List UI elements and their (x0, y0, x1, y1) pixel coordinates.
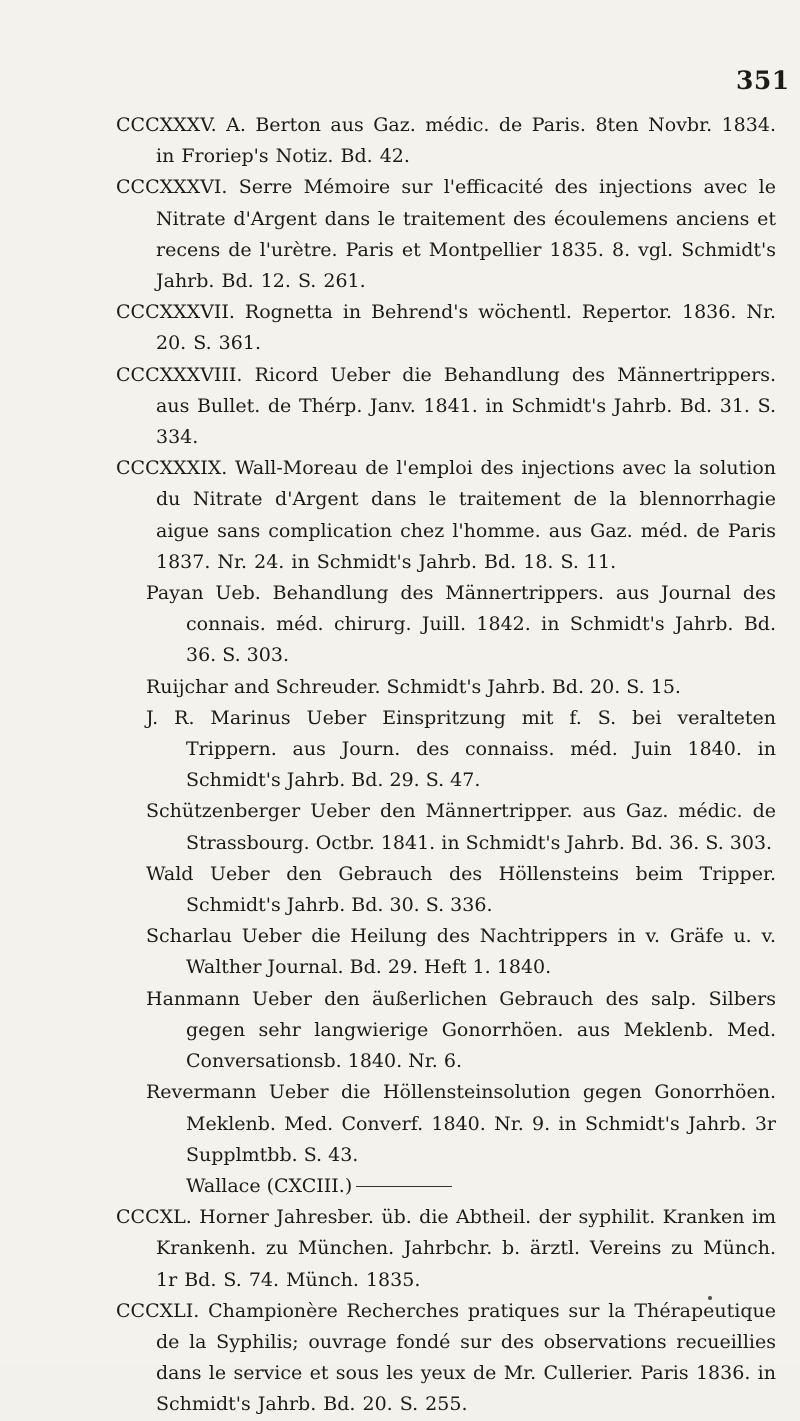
bibliography-entry: CCCXXXVII. Rognetta in Behrend's wöchentl. Repertor. 1836. Nr. 20. S. 361. (116, 301, 776, 355)
cross-reference-text: Wallace (CXCIII.) (186, 1174, 353, 1197)
bibliography-entry: CCCXXXIX. Wall-Moreau de l'emploi des injections avec la solution du Nitrate d'Argent dans le traitement de la blennorrhagie aigue sans complication chez l'homme. aus Gaz. méd. de Paris 1837. Nr. 24. in Schmidt's Jahrb. Bd. 18. S. 11. (116, 457, 776, 573)
sub-reference-entry: Payan Ueb. Behandlung des Männertrippers. aus Journal des connais. méd. chirurg. Juill. 1842. in Schmidt's Jahrb. Bd. 36. S. 303. (146, 582, 776, 667)
sub-reference-entry: J. R. Marinus Ueber Einspritzung mit f. S. bei veralteten Trippern. aus Journ. des connaiss. méd. Juin 1840. in Schmidt's Jahrb. Bd. 29. S. 47. (146, 706, 776, 792)
sub-reference-entry: Scharlau Ueber die Heilung des Nachtrippers in v. Gräfe u. v. Walther Journal. Bd. 29. Heft 1. 1840. (146, 925, 776, 979)
sub-reference-entry: Hanmann Ueber den äußerlichen Gebrauch des salp. Silbers gegen sehr langwierige Gonorrhöen. aus Meklenb. Med. Conversationsb. 1840. Nr. 6. (146, 987, 776, 1073)
bibliography-entry: CCCXLI. Championère Recherches pratiques sur la Thérapeutique de la Syphilis; ouvrage fondé sur des observations recueillies dans le service et sous les yeux de Mr. Cullerier. Paris 1836. in Schmidt's Jahrb. Bd. 20. S. 255. (116, 1299, 776, 1416)
bibliography-entry: CCCXL. Horner Jahresber. üb. die Abtheil. der syphilit. Kranken im Krankenh. zu München. Jahrbchr. b. ärztl. Vereins zu Münch. 1r Bd. S. 74. Münch. 1835. (116, 1206, 776, 1291)
divider-rule (356, 1186, 452, 1187)
bibliography-entry: CCCXXXVI. Serre Mémoire sur l'efficacité des injections avec le Nitrate d'Argent dans le traitement des écoulemens anciens et recens de l'urètre. Paris et Montpellier 1835. 8. vgl. Schmidt's Jahrb. Bd. 12. S. 261. (116, 176, 776, 293)
bibliography-entry: CCCXXXVIII. Ricord Ueber die Behandlung des Männertrippers. aus Bullet. de Thérp. Janv. 1841. in Schmidt's Jahrb. Bd. 31. S. 334. (116, 363, 776, 449)
cross-reference (186, 1171, 776, 1202)
bibliography-entry: CCCXXXV. A. Berton aus Gaz. médic. de Paris. 8ten Novbr. 1834. in Froriep's Notiz. Bd. 42. (116, 114, 776, 168)
page-number: 351 (736, 66, 790, 95)
sub-reference-entry: Wald Ueber den Gebrauch des Höllensteins beim Tripper. Schmidt's Jahrb. Bd. 30. S. 336. (146, 862, 776, 917)
sub-reference-list (116, 578, 776, 1202)
bibliography-list (116, 110, 776, 1421)
sub-reference-entry: Ruijchar and Schreuder. Schmidt's Jahrb. Bd. 20. S. 15. (146, 675, 681, 698)
ink-speck (708, 1296, 712, 1300)
sub-reference-entry: Revermann Ueber die Höllensteinsolution gegen Gonorrhöen. Meklenb. Med. Converf. 1840. Nr. 9. in Schmidt's Jahrb. 3r Supplmtbb. S. 43. (146, 1081, 776, 1166)
sub-reference-entry: Schützenberger Ueber den Männertripper. aus Gaz. médic. de Strassbourg. Octbr. 1841. in Schmidt's Jahrb. Bd. 36. S. 303. (146, 800, 776, 854)
